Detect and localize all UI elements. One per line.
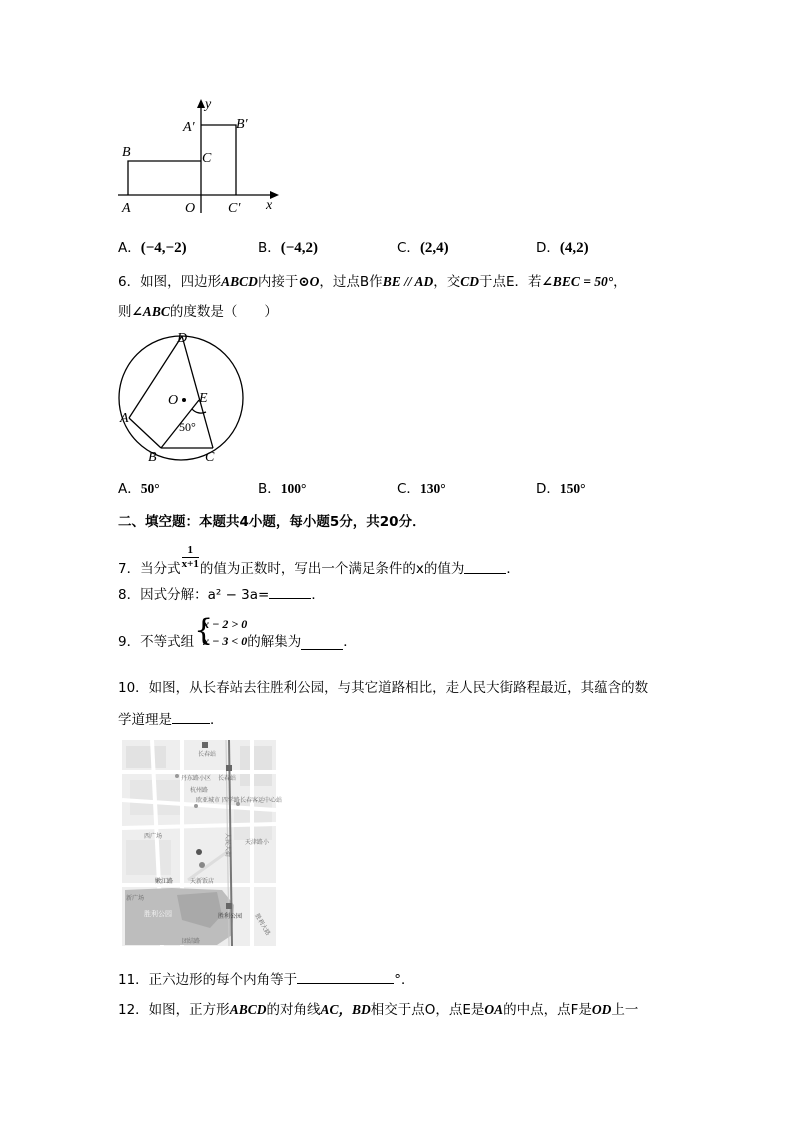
map-label: 胜利大路 [253,912,272,937]
label-b: B [122,145,131,160]
q5-option-d: D．(4,2) [536,240,589,256]
label-x: x [266,198,273,213]
brace: { [194,613,214,648]
q10-line1: 10．如图，从长春站去往胜利公园，与其它道路相比，走人民大街路程最近，其蕴含的数 [118,680,649,696]
q6-option-d: D．150° [536,481,586,497]
q10-line2: 学道理是 ． [118,712,224,728]
q5-option-b: B．(−4,2) [258,240,319,256]
rect-abco [128,161,201,195]
label-y: y [205,97,212,112]
q6-option-b: B．100° [258,481,307,497]
label-c-prime: C′ [228,201,241,216]
label-a: A [120,411,129,426]
q10-map [122,740,283,946]
q8: 8．因式分解：a² − 3a= ． [118,587,325,603]
seg-ab [129,418,161,448]
map-label: 团结路 [182,938,201,945]
label-c: C [205,450,215,465]
circle-o [119,336,243,460]
map-label: 长春站 [218,775,237,782]
label-a: A [122,201,131,216]
q11-answer-blank [297,971,394,984]
q10-answer-blank [172,711,210,724]
label-e: E [199,391,208,406]
label-b-prime: B′ [236,117,248,132]
label-o: O [168,393,179,408]
map-block [240,746,272,786]
q6-figure [115,328,250,463]
map-label: 杭州路 [190,787,209,794]
map-label: 胜利公园 [218,913,243,920]
map-label: 丹东路小区 [181,775,212,782]
q7-answer-blank [464,561,506,574]
map-label: 嫩江路 [155,878,174,885]
q9: 9．不等式组 { x − 2 > 0 x − 3 < 0 的解集为 ． [118,613,357,650]
section-heading: 二、填空题：本题共4小题，每小题5分，共20分． [118,514,426,530]
location-pin-icon [199,862,205,868]
poi-icon [175,774,179,778]
park-marker-icon [226,903,232,909]
q5-option-a: A．(−4,−2) [118,240,187,256]
station-marker-icon [226,765,232,771]
map-label: 天新饭店 [190,878,215,885]
q5-option-c: C．(2,4) [397,240,449,256]
q6-option-c: C．130° [397,481,446,497]
q12-line1: 12．如图，正方形ABCD的对角线AC，BD相交于点O，点E是OA的中点，点F是OD上一 [118,1002,639,1018]
angle-arc [192,409,206,413]
map-label: 长春站 [198,751,217,758]
q9-answer-blank [301,637,343,650]
y-arrow [197,99,205,108]
label-a-prime: A′ [183,120,195,135]
q7: 7．当分式 $\frac{1}{x+1}$ 的值为正数时，写出一个满足条件的x的值为 ． [118,544,520,577]
map-label: 西广场 [144,833,163,840]
q6-line2: 则∠ABC的度数是（ ） [118,304,278,320]
station-marker-icon [202,742,208,748]
q8-answer-blank [269,586,311,599]
poi-icon [194,804,198,808]
label-angle: 50° [179,420,196,434]
q6-option-a: A．50° [118,481,160,497]
q5-figure [110,95,290,220]
q6-line1: 6．如图，四边形ABCD内接于⊙O，过点B作BE // AD，交CD于点E．若∠BEC = 50°， [118,274,627,290]
center-dot [182,398,186,402]
location-pin-icon [196,849,202,855]
map-label: 天津路小 [245,839,270,846]
q7-fraction: $\frac{1}{x+1}$ [181,544,199,570]
map-label: 长春客运中心站 [240,797,283,804]
label-c: C [202,151,212,166]
map-block [126,746,166,768]
q9-system: { x − 2 > 0 x − 3 < 0 [194,613,248,648]
label-b: B [148,450,157,465]
map-block [126,840,171,875]
label-d: D [177,331,188,346]
label-o: O [185,201,196,216]
map-label: 新广场 [126,895,145,902]
map-label: 欧亚城市 四学路 [196,797,240,804]
map-label: 人民大街 [224,833,231,858]
q11: 11．正六边形的每个内角等于 °． [118,972,415,988]
map-label: 胜利公园 [144,910,172,918]
